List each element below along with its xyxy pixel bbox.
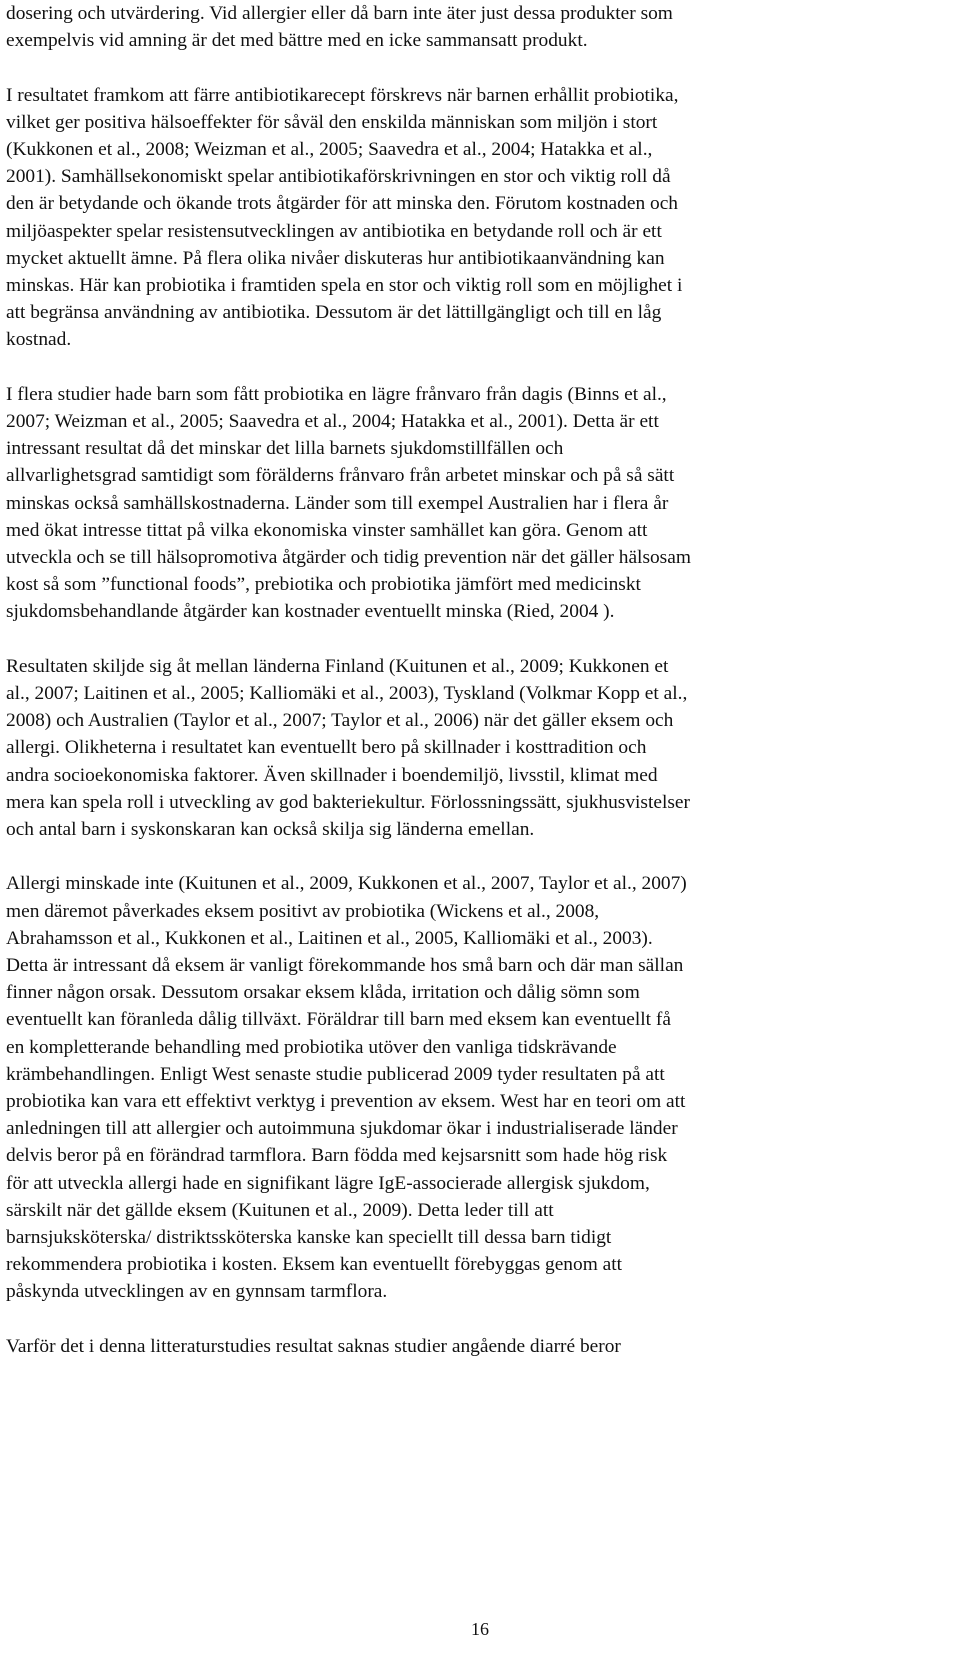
page-number: 16 [471,1619,489,1639]
paragraph-daycare-absence [6,381,941,626]
text-line: minskas också samhällskostnaderna. Länder som till exempel Australien har i flera år [6,492,669,514]
text-line: miljöaspekter spelar resistensutvecklingen av antibiotika en betydande roll och är ett [6,220,662,242]
text-line: en kompletterande behandling med probiotika utöver den vanliga tidskrävande [6,1036,617,1058]
paragraph-gap [6,1306,941,1333]
text-line: Varför det i denna litteraturstudies resultat saknas studier angående diarré beror [6,1335,621,1357]
text-line: mycket aktuellt ämne. På flera olika nivåer diskuteras hur antibiotikaanvändning kan [6,247,665,269]
text-line: särskilt när det gällde eksem (Kuitunen et al., 2009). Detta leder till att [6,1199,554,1221]
text-line: I resultatet framkom att färre antibiotikarecept förskrevs när barnen erhållit probiotika, [6,84,679,106]
text-line: att begränsa användning av antibiotika. Dessutom är det lättillgängligt och till en låg [6,302,662,324]
paragraph-gap [6,54,941,81]
text-line: (Kukkonen et al., 2008; Weizman et al., 2005; Saavedra et al., 2004; Hatakka et al., [6,139,653,160]
text-line: anledningen till att allergier och autoimmuna sjukdomar ökar i industrialiserade länder [6,1118,678,1140]
paragraph-gap [6,626,941,653]
text-line: utveckla och se till hälsopromotiva åtgärder och tidig prevention när det gäller hälsosam [6,547,691,569]
text-line: 2007; Weizman et al., 2005; Saavedra et al., 2004; Hatakka et al., 2001). Detta är ett [6,411,659,433]
paragraph-diarrhea [6,1333,941,1360]
paragraph-antibiotics [6,82,941,354]
text-line: dosering och utvärdering. Vid allergier eller då barn inte äter just dessa produkter som [6,3,673,24]
text-line: kostnad. [6,329,72,351]
text-line: allergi. Olikheterna i resultatet kan eventuellt bero på skillnader i kosttradition och [6,737,647,759]
text-line: minskas. Här kan probiotika i framtiden spela en stor och viktig roll som en möjlighet i [6,275,683,297]
text-line: probiotika kan vara ett effektivt verktyg i prevention av eksem. West har en teori om att [6,1091,686,1113]
document-body [6,0,941,1360]
text-line: andra socioekonomiska faktorer. Även skillnader i boendemiljö, livsstil, klimat med [6,764,658,786]
text-line: Allergi minskade inte (Kuitunen et al., 2009, Kukkonen et al., 2007, Taylor et al., 2007) [6,873,687,895]
text-line: med ökat intresse tittat på vilka ekonomiska vinster samhället kan göra. Genom att [6,519,648,541]
text-line: exempelvis vid amning är det med bättre med en icke sammansatt produkt. [6,30,588,52]
paragraph-gap [6,843,941,870]
text-line: rekommendera probiotika i kosten. Eksem kan eventuellt förebyggas genom att [6,1254,623,1276]
text-line: för att utveckla allergi hade en signifikant lägre IgE-associerade allergisk sjukdom, [6,1172,650,1194]
text-line: finner någon orsak. Dessutom orsakar eksem klåda, irritation och dålig sömn som [6,982,640,1004]
text-line: påskynda utvecklingen av en gynnsam tarmflora. [6,1281,388,1303]
text-line: I flera studier hade barn som fått probiotika en lägre frånvaro från dagis (Binns et al., [6,383,667,405]
text-line: den är betydande och ökande trots åtgärder för att minska den. Förutom kostnaden och [6,193,679,215]
paragraph-gap [6,354,941,381]
text-line: men däremot påverkades eksem positivt av probiotika (Wickens et al., 2008, [6,900,600,922]
text-line: 2008) och Australien (Taylor et al., 2007; Taylor et al., 2006) när det gäller eksem och [6,710,674,732]
text-line: al., 2007; Laitinen et al., 2005; Kalliomäki et al., 2003), Tyskland (Volkmar Kopp et al., [6,683,688,705]
text-line: och antal barn i syskonskaran kan också skilja sig länderna emellan. [6,819,535,841]
text-line: eventuellt kan föranleda dålig tillväxt. Föräldrar till barn med eksem kan eventuellt få [6,1009,671,1031]
paragraph-allergy-eczema [6,870,941,1305]
text-line: 2001). Samhällsekonomiskt spelar antibiotikaförskrivningen en stor och viktig roll då [6,166,671,188]
text-line: krämbehandlingen. Enligt West senaste studie publicerad 2009 tyder resultaten på att [6,1063,665,1085]
paragraph-dosing [6,0,941,54]
text-line: mera kan spela roll i utveckling av god bakteriekultur. Förlossningssätt, sjukhusvistelser [6,791,690,813]
text-line: intressant resultat då det minskar det lilla barnets sjukdomstillfällen och [6,438,564,460]
text-line: delvis beror på en förändrad tarmflora. Barn födda med kejsarsnitt som hade hög risk [6,1145,668,1167]
text-line: vilket ger positiva hälsoeffekter för såväl den enskilda människan som miljön i stort [6,111,658,133]
text-line: Detta är intressant då eksem är vanligt förekommande hos små barn och där man sällan [6,955,684,977]
text-line: kost så som ”functional foods”, prebiotika och probiotika jämfört med medicinskt [6,574,641,596]
text-line: allvarlighetsgrad samtidigt som förälderns frånvaro från arbetet minskar och på så sätt [6,465,675,487]
text-line: barnsjuksköterska/ distriktssköterska kanske kan speciellt till dessa barn tidigt [6,1227,612,1249]
paragraph-country-differences [6,653,941,843]
text-line: sjukdomsbehandlande åtgärder kan kostnader eventuellt minska (Ried, 2004 ). [6,601,615,623]
text-line: Abrahamsson et al., Kukkonen et al., Laitinen et al., 2005, Kalliomäki et al., 2003). [6,927,653,949]
text-line: Resultaten skiljde sig åt mellan länderna Finland (Kuitunen et al., 2009; Kukkonen et [6,655,669,677]
